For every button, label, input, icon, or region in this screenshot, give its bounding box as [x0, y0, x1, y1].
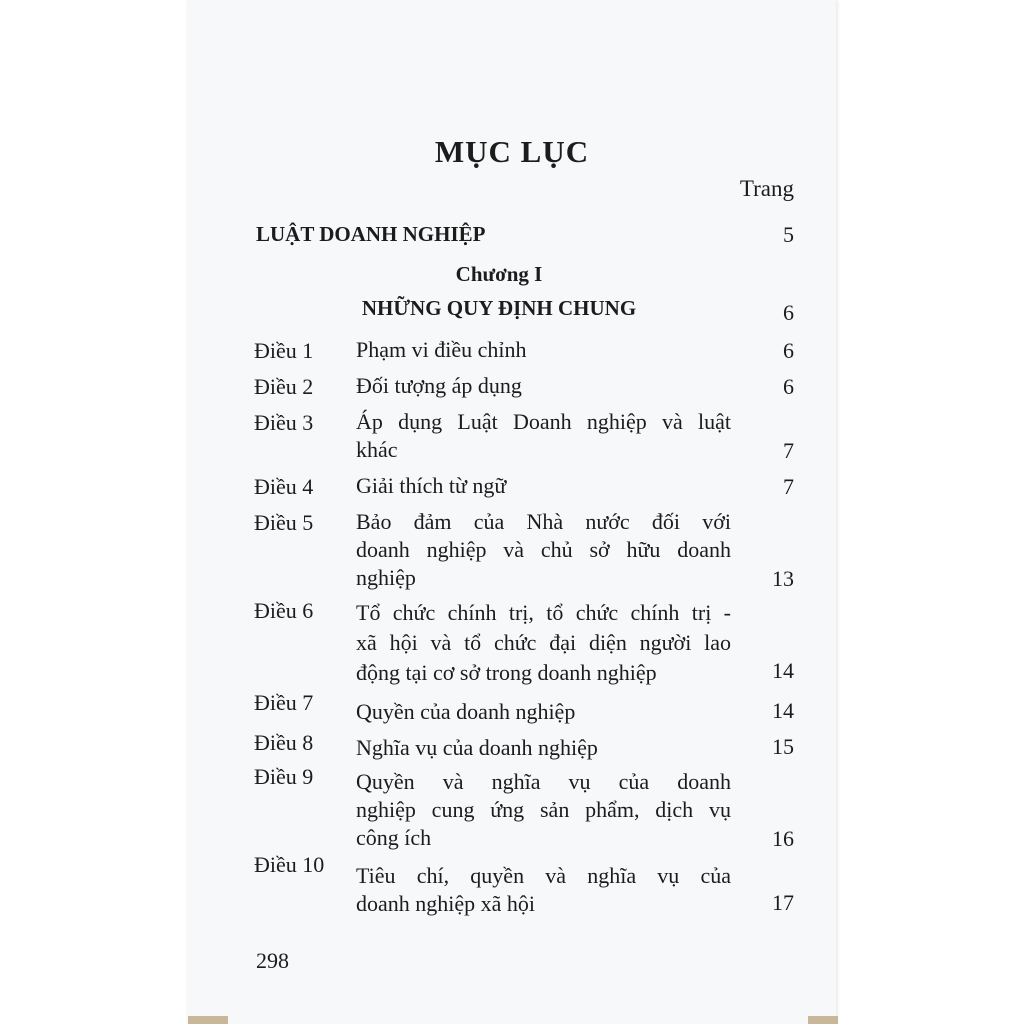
article-title-line: công ích [356, 825, 432, 850]
article-title-line: Quyền của doanh nghiệp [356, 699, 576, 724]
page-edge [808, 1016, 838, 1024]
article-title [356, 408, 731, 464]
article-title [356, 768, 731, 852]
article-number: Điều 3 [254, 410, 314, 435]
article-number: Điều 5 [254, 510, 314, 535]
page-column-label: Trang [739, 176, 794, 201]
article-title-line: Tiêu chí, quyền và nghĩa vụ của [356, 863, 731, 888]
part-title: LUẬT DOANH NGHIỆP [256, 222, 486, 246]
article-title-line: động tại cơ sở trong doanh nghiệp [356, 660, 657, 685]
chapter-name: NHỮNG QUY ĐỊNH CHUNG [361, 296, 637, 320]
article-number: Điều 4 [254, 474, 314, 499]
article-title [356, 508, 731, 592]
article-number: Điều 8 [254, 730, 314, 755]
article-title-line: Giải thích từ ngữ [356, 473, 507, 498]
article-title-line: Tổ chức chính trị, tổ chức chính trị - [356, 600, 731, 625]
page-title: MỤC LỤC [434, 134, 590, 169]
article-title-line: doanh nghiệp xã hội [356, 891, 536, 916]
article-title-line: nghiệp [356, 565, 416, 590]
article-title-line: xã hội và tổ chức đại diện người lao [356, 630, 731, 655]
article-title-line: khác [356, 437, 398, 462]
part-page: 5 [783, 222, 794, 247]
page-edge [188, 1016, 228, 1024]
article-page: 14 [772, 658, 794, 683]
article-title-line: Nghĩa vụ của doanh nghiệp [356, 735, 598, 760]
article-page: 14 [772, 698, 794, 723]
article-title-line: nghiệp cung ứng sản phẩm, dịch vụ [356, 797, 731, 822]
article-page: 6 [783, 374, 794, 399]
article-title-line: Bảo đảm của Nhà nước đối với [356, 509, 731, 534]
article-page: 17 [772, 890, 794, 915]
article-number: Điều 1 [254, 338, 314, 363]
article-title-line: Phạm vi điều chỉnh [356, 337, 527, 362]
article-title-line: Quyền và nghĩa vụ của doanh [356, 769, 731, 794]
article-number: Điều 10 [254, 852, 325, 877]
article-title [356, 598, 731, 688]
article-page: 13 [772, 566, 794, 591]
article-title-line: Đối tượng áp dụng [356, 373, 522, 398]
article-title [356, 862, 731, 918]
article-number: Điều 2 [254, 374, 314, 399]
article-page: 7 [783, 474, 794, 499]
article-title [356, 336, 731, 364]
chapter-page: 6 [783, 300, 794, 325]
article-title-line: Áp dụng Luật Doanh nghiệp và luật [356, 409, 731, 434]
article-number: Điều 9 [254, 764, 314, 789]
article-title [356, 698, 731, 726]
article-number: Điều 7 [254, 690, 314, 715]
article-title-line: doanh nghiệp và chủ sở hữu doanh [356, 537, 731, 562]
article-number: Điều 6 [254, 598, 314, 623]
article-page: 15 [772, 734, 794, 759]
article-page: 6 [783, 338, 794, 363]
page-number: 298 [256, 948, 289, 973]
article-title [356, 472, 731, 500]
article-title [356, 734, 731, 762]
article-title [356, 372, 731, 400]
article-page: 7 [783, 438, 794, 463]
article-page: 16 [772, 826, 794, 851]
chapter-label: Chương I [455, 262, 543, 286]
